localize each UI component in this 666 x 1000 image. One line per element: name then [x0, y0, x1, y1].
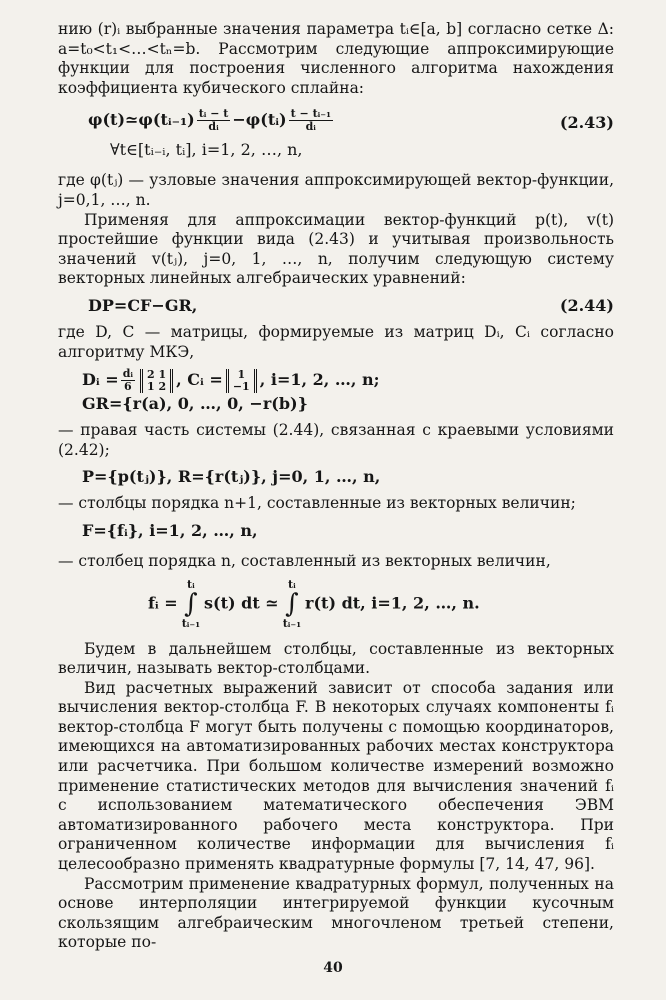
- equation-matrices-d-c: [58, 368, 614, 393]
- fraction-d-numerator: dᵢ: [122, 367, 134, 381]
- matrix-d: [140, 369, 173, 393]
- equation-p-r: P={p(tⱼ)}, R={r(tⱼ)}, j=0, 1, …, n,: [82, 467, 381, 487]
- equation-integral: [58, 578, 614, 630]
- fraction-2: [289, 108, 333, 133]
- matrix-c: [226, 369, 257, 393]
- paragraph-column-n: — столбец порядка n, составленный из векторных величин,: [58, 551, 551, 570]
- integral-1-lower: tᵢ₋₁: [181, 616, 201, 630]
- equation-number-2-44: (2.44): [559, 295, 614, 315]
- paragraph-system: Применяя для аппроксимации вектор-функций p(t), v(t) простейшие функции вида (2.43) и учитывая произвольность значений v(tⱼ), j=0, 1, …, n, получим следующую систему векторных линейных алгебраических уравнений:: [58, 210, 614, 288]
- equation-f: F={fᵢ}, i=1, 2, …, n,: [82, 520, 258, 540]
- equation-integral-left: fᵢ =: [148, 593, 178, 612]
- paragraph-intro: нию (r)ᵢ выбранные значения параметра tᵢ∈[a, b] согласно сетке Δ: a=t₀<t₁<…<tₙ=b. Рассмотрим следующие аппроксимирующие функции для построения численного алгоритма нахождения коэффициента кубического сплайна:: [58, 20, 614, 97]
- integral-2-lower: tᵢ₋₁: [282, 616, 302, 630]
- matrix-c-row-2: −1: [232, 379, 250, 393]
- fraction-1-numerator: tᵢ − t: [198, 107, 229, 121]
- equation-2-44: [58, 295, 614, 317]
- matrix-d-row-1: 2 1: [147, 367, 167, 381]
- equation-2-44-body: DP=CF−GR,: [88, 295, 198, 315]
- paragraph-vector-columns: Будем в дальнейшем столбцы, составленные из векторных величин, называть вектор-столбцами.: [58, 639, 614, 678]
- equation-gr: GR={r(a), 0, …, 0, −r(b)}: [82, 394, 308, 414]
- matrix-c-row-1: 1: [237, 367, 246, 381]
- paragraph-quadrature: Рассмотрим применение квадратурных формул, полученных на основе интерполяции интегрируемой функции кусочным скользящим алгебраическим многочленом третьей степени, которые по-: [58, 874, 614, 952]
- paragraph-right-part: — правая часть системы (2.44), связанная с краевыми условиями (2.42);: [58, 421, 614, 459]
- paragraph-calculation: Вид расчетных выражений зависит от способа задания или вычисления вектор-столбца F. В некоторых случаях компоненты fᵢ вектор-столбца F могут быть получены с помощью координаторов, имеющихся на автоматизированных рабочих местах конструктора или расчетчика. При большом количестве измерений возможно применение статистических методов для вычисления значений fᵢ с использованием математического обеспечения ЭВМ автоматизированного рабочего места конструктора. При ограниченном количестве информации для вычисления fᵢ целесообразно применять квадратурные формулы [7, 14, 47, 96].: [58, 678, 614, 874]
- equation-2-43: [58, 108, 614, 133]
- equation-d-left: Dᵢ =: [82, 370, 119, 390]
- fraction-2-numerator: t − tᵢ₋₁: [290, 107, 331, 121]
- matrix-d-row-2: 1 2: [147, 379, 167, 393]
- integral-sign-icon: ∫: [184, 588, 198, 619]
- fraction-1: [197, 108, 231, 133]
- fraction-1-denominator: dᵢ: [208, 120, 219, 134]
- fraction-2-denominator: dᵢ: [305, 120, 316, 134]
- paragraph-nodal-values: где φ(tⱼ) — узловые значения аппроксимирующей вектор-функции, j=0,1, …, n.: [58, 171, 614, 209]
- integral-2: [283, 578, 301, 630]
- fraction-d-denominator: 6: [124, 380, 132, 394]
- paragraph-columns: — столбцы порядка n+1, составленные из векторных величин;: [58, 494, 576, 513]
- equation-integral-middle: s(t) dt ≃: [204, 593, 279, 612]
- equation-2-43-left: φ(t)≃φ(tᵢ₋₁): [88, 110, 195, 130]
- equation-number-2-43: (2.43): [559, 113, 614, 133]
- integral-2-upper: tᵢ: [288, 577, 296, 591]
- equation-2-43-condition: ∀t∈[tᵢ₋ᵢ, tᵢ], i=1, 2, …, n,: [110, 140, 303, 160]
- integral-1: [182, 578, 200, 630]
- paragraph-matrices: где D, C — матрицы, формируемые из матриц Dᵢ, Cᵢ согласно алгоритму МКЭ,: [58, 322, 614, 361]
- equation-c-right: , i=1, 2, …, n;: [259, 370, 380, 390]
- equation-2-43-middle: −φ(tᵢ): [232, 110, 287, 130]
- fraction-d: [121, 368, 135, 393]
- integral-1-upper: tᵢ: [187, 577, 195, 591]
- integral-sign-icon: ∫: [285, 588, 299, 619]
- page-number: 40: [323, 960, 343, 976]
- equation-integral-right: r(t) dt, i=1, 2, …, n.: [305, 593, 480, 612]
- equation-c-left: , Cᵢ =: [176, 370, 223, 390]
